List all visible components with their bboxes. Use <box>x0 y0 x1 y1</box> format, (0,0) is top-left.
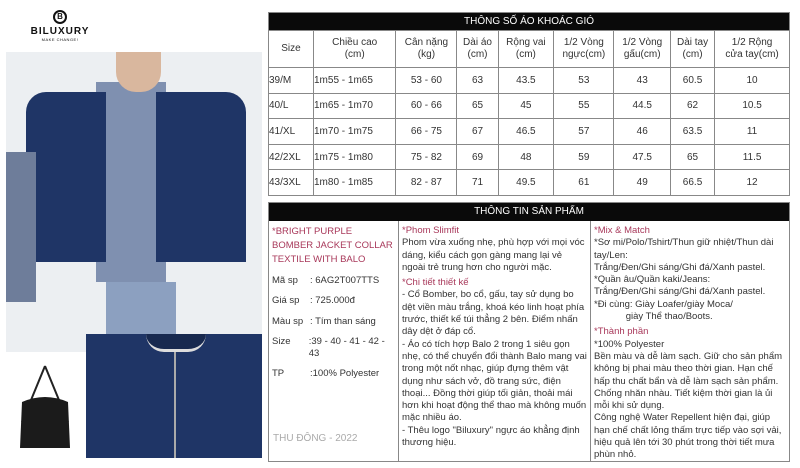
table-cell: 66 - 75 <box>396 119 457 145</box>
form-text: Phom vừa xuống nhẹ, phù hợp với mọi vóc dáng, kiểu cách gọn gàng mang lại vẻ ngoài trẻ trung hơn cho người mặc. <box>402 237 585 273</box>
table-cell: 69 <box>457 144 498 170</box>
table-cell: 75 - 82 <box>396 144 457 170</box>
table-cell: 1m70 - 1m75 <box>313 119 395 145</box>
table-cell: 63 <box>457 68 498 94</box>
logo-mark: B <box>53 10 67 24</box>
table-row <box>269 119 790 145</box>
field-label: Size <box>272 335 291 347</box>
brand-logo <box>30 10 90 42</box>
table-cell: 43/3XL <box>269 170 314 196</box>
table-cell: 10 <box>715 68 790 94</box>
product-info-title: THÔNG TIN SẢN PHẨM <box>269 203 789 221</box>
size-chart-title: THÔNG SỐ ÁO KHOÁC GIÓ <box>269 13 790 31</box>
field-label: Giá sp <box>272 295 300 307</box>
table-cell: 11 <box>715 119 790 145</box>
product-info-panel <box>268 202 790 462</box>
table-cell: 10.5 <box>715 93 790 119</box>
table-cell: 46.5 <box>498 119 554 145</box>
table-cell: 47.5 <box>614 144 670 170</box>
table-cell: 43 <box>614 68 670 94</box>
field-value: :39 - 40 - 41 - 42 - 43 <box>308 335 385 360</box>
column-header: Cân nặng (kg) <box>396 31 457 68</box>
season-label: THU ĐÔNG - 2022 <box>273 433 358 444</box>
table-cell: 66.5 <box>670 170 714 196</box>
product-field <box>272 368 395 380</box>
product-name: *BRIGHT PURPLE BOMBER JACKET COLLAR TEXTILE WITH BALO <box>272 226 393 265</box>
table-cell: 55 <box>554 93 614 119</box>
column-header: Size <box>269 31 314 68</box>
table-cell: 53 - 60 <box>396 68 457 94</box>
table-cell: 11.5 <box>715 144 790 170</box>
material-title: *Thành phần <box>594 326 649 338</box>
product-summary <box>269 221 399 461</box>
mix-text: *Sơ mi/Polo/Tshirt/Thun giữ nhiệt/Thun dài tay/Len: Trắng/Đen/Ghi sáng/Ghi đá/Xanh pastel. *Quần âu/Quần kaki/Jeans: Trắng/Đen/Ghi sáng/Ghi đá/Xanh pastel. *Đi cùng: Giày Loafer/giày Moca/ giày Thể thao/Boots. <box>594 237 774 323</box>
form-title: *Phom Slimfit <box>402 225 460 236</box>
table-cell: 63.5 <box>670 119 714 145</box>
product-field <box>272 316 395 328</box>
product-details <box>399 221 591 461</box>
table-cell: 65 <box>670 144 714 170</box>
jacket-closeup-photo <box>86 334 262 458</box>
table-cell: 59 <box>554 144 614 170</box>
field-value: : 725.000đ <box>310 295 355 307</box>
column-header: 1/2 Vòng ngực(cm) <box>554 31 614 68</box>
column-header: Chiều cao (cm) <box>313 31 395 68</box>
brand-tagline: MAKE CHANGE! <box>41 37 79 42</box>
table-cell: 44.5 <box>614 93 670 119</box>
field-value: : Tím than sáng <box>310 315 376 327</box>
table-cell: 82 - 87 <box>396 170 457 196</box>
column-header: Rộng vai (cm) <box>498 31 554 68</box>
size-chart-table <box>268 12 790 196</box>
table-cell: 62 <box>670 93 714 119</box>
product-field <box>272 275 395 287</box>
table-row <box>269 93 790 119</box>
field-label: TP <box>272 368 285 380</box>
table-cell: 48 <box>498 144 554 170</box>
table-cell: 67 <box>457 119 498 145</box>
table-cell: 12 <box>715 170 790 196</box>
table-cell: 43.5 <box>498 68 554 94</box>
table-cell: 61 <box>554 170 614 196</box>
table-cell: 45 <box>498 93 554 119</box>
table-cell: 60 - 66 <box>396 93 457 119</box>
column-header: Dài áo (cm) <box>457 31 498 68</box>
drawstring-bag-photo <box>14 362 76 450</box>
product-field <box>272 336 395 361</box>
table-cell: 71 <box>457 170 498 196</box>
table-cell: 46 <box>614 119 670 145</box>
design-text: - Cổ Bomber, bo cổ, gấu, tay sử dụng bo dệt viền màu trắng, khoá kéo linh hoạt phía trước, thiết kế túi thẳng 2 bên. Điểm nhấn dây dệt ở đáp cổ. - Áo có tích hợp Balo 2 trong 1 siêu gọn nhẹ, có thể chuyển đổi thành Balo mang vai trong một nốt nhạc, giúp đựng thêm vật dụng như sách vở, đồ trang sức, điện thoại... Đồng thời giúp tối giản, thoải mái hơn khi hoạt động thể thao mà không muốn mặc nhiều áo. - Thêu logo "Biluxury" ngực áo khẳng định thương hiệu. <box>402 289 587 449</box>
product-styling <box>591 221 790 461</box>
table-cell: 60.5 <box>670 68 714 94</box>
table-cell: 49.5 <box>498 170 554 196</box>
table-cell: 1m75 - 1m80 <box>313 144 395 170</box>
table-cell: 39/M <box>269 68 314 94</box>
mix-title: *Mix & Match <box>594 225 650 236</box>
field-label: Mã sp <box>272 275 298 286</box>
field-value: :100% Polyester <box>310 368 380 380</box>
column-header: 1/2 Vòng gấu(cm) <box>614 31 670 68</box>
field-value: : 6AG2T007TTS <box>310 275 380 286</box>
column-header: Dài tay (cm) <box>670 31 714 68</box>
material-text: *100% Polyester Bền màu và dễ làm sạch. Giữ cho sản phẩm không bị phai màu theo thời gian. Hạn chế hấp thu chất bẩn và dễ làm sạch sản phẩm. Chống nhăn nhàu. Tiết kiệm thời gian là ủi mỗi khi sử dụng. Công nghệ Water Repellent hiện đại, giúp hạn chế chất lỏng thấm trực tiếp vào sợi vải, hiệu quả lên tới 30 phút trong thời tiết mưa phùn nhỏ. <box>594 338 783 461</box>
table-cell: 40/L <box>269 93 314 119</box>
table-cell: 41/XL <box>269 119 314 145</box>
table-cell: 1m65 - 1m70 <box>313 93 395 119</box>
table-row <box>269 170 790 196</box>
product-field <box>272 295 395 307</box>
table-cell: 65 <box>457 93 498 119</box>
table-cell: 57 <box>554 119 614 145</box>
table-cell: 53 <box>554 68 614 94</box>
table-row <box>269 68 790 94</box>
table-cell: 1m55 - 1m65 <box>313 68 395 94</box>
column-header: 1/2 Rộng cửa tay(cm) <box>715 31 790 68</box>
field-label: Màu sp <box>272 315 304 327</box>
design-title: *Chi tiết thiết kế <box>402 277 469 289</box>
table-row <box>269 144 790 170</box>
model-photo <box>6 52 262 352</box>
table-cell: 42/2XL <box>269 144 314 170</box>
brand-name: BILUXURY <box>30 26 90 37</box>
table-cell: 49 <box>614 170 670 196</box>
table-cell: 1m80 - 1m85 <box>313 170 395 196</box>
